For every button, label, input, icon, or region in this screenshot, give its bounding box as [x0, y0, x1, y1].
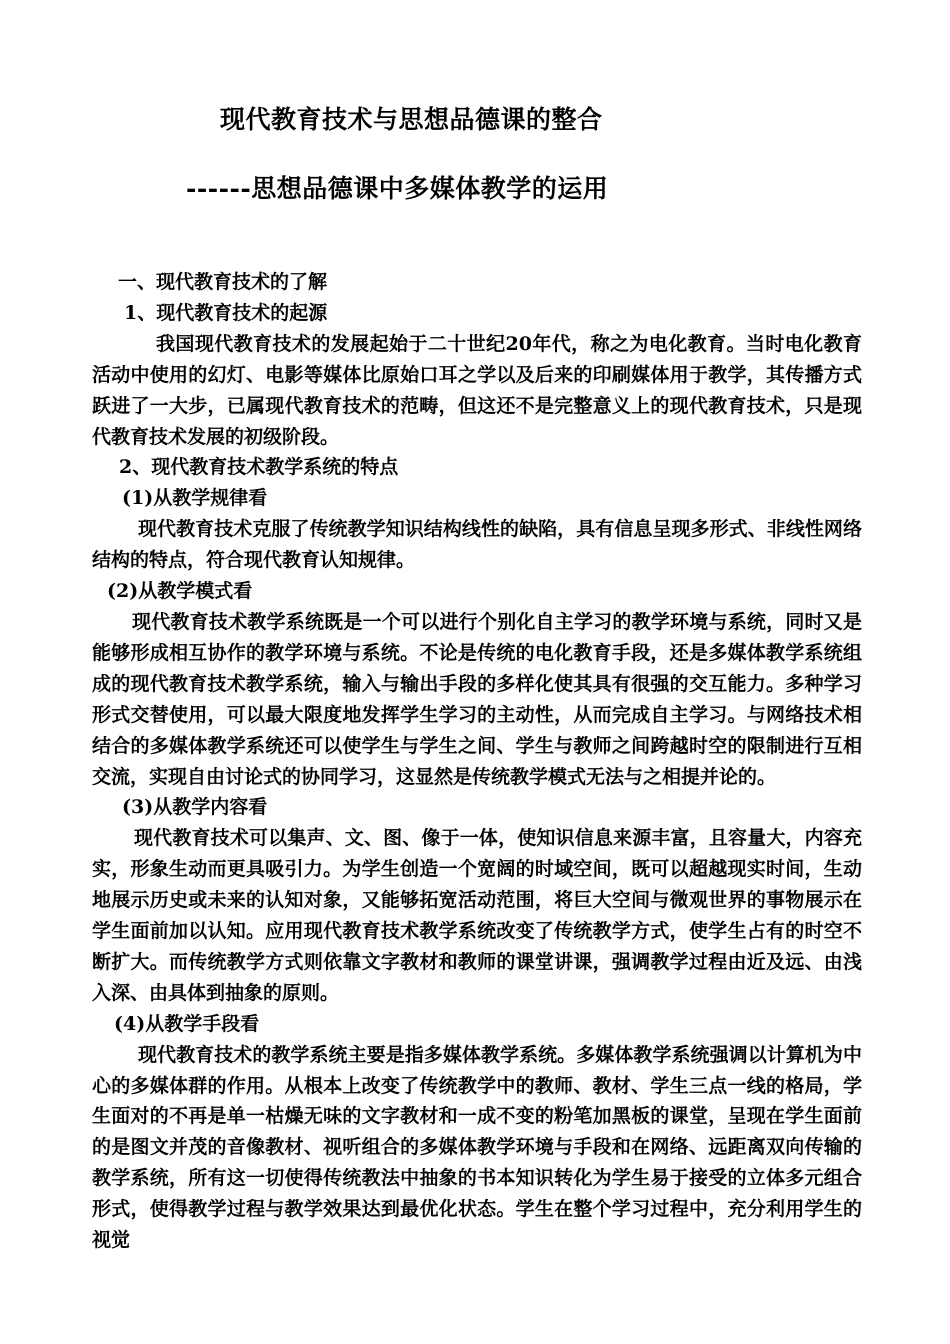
point-heading-teaching-means: (4)从教学手段看: [114, 1012, 260, 1035]
paragraph-teaching-law: 现代教育技术克服了传统教学知识结构线性的缺陷，具有信息呈现多形式、非线性网络结构的特点，符合现代教育认知规律。: [92, 518, 862, 572]
subsection-heading-features: 2、现代教育技术教学系统的特点: [119, 456, 399, 479]
document-subtitle: ------思想品德课中多媒体教学的运用: [186, 174, 609, 203]
point-heading-teaching-content: (3)从教学内容看: [122, 796, 268, 819]
point-heading-teaching-law: (1)从教学规律看: [122, 487, 268, 510]
section-heading: 一、现代教育技术的了解: [118, 271, 328, 293]
subsection-heading-origin: 1、现代教育技术的起源: [124, 301, 328, 324]
paragraph-teaching-mode: 现代教育技术教学系统既是一个可以进行个别化自主学习的教学环境与系统，同时又是能够形成相互协作的教学环境与系统。不论是传统的电化教育手段，还是多媒体教学系统组成的现代教育技术教学系统，输入与输出手段的多样化使其具有很强的交互能力。多种学习形式交替使用，可以最大限度地发挥学生学习的主动性，从而完成自主学习。与网络技术相结合的多媒体教学系统还可以使学生与学生之间、学生与教师之间跨越时空的限制进行互相交流，实现自由讨论式的协同学习，这显然是传统教学模式无法与之相提并论的。: [92, 610, 862, 788]
paragraph-origin: 我国现代教育技术的发展起始于二十世纪20年代，称之为电化教育。当时电化教育活动中使用的幻灯、电影等媒体比原始口耳之学以及后来的印刷媒体用于教学，其传播方式跃进了一大步，已属现代教育技术的范畴，但这还不是完整意义上的现代教育技术，只是现代教育技术发展的初级阶段。: [92, 332, 862, 448]
document-title: 现代教育技术与思想品德课的整合: [220, 105, 603, 134]
document-body: [92, 267, 862, 1256]
paragraph-teaching-means: 现代教育技术的教学系统主要是指多媒体教学系统。多媒体教学系统强调以计算机为中心的多媒体群的作用。从根本上改变了传统教学中的教师、教材、学生三点一线的格局，学生面对的不再是单一枯燥无味的文字教材和一成不变的粉笔加黑板的课堂，呈现在学生面前的是图文并茂的音像教材、视听组合的多媒体教学环境与手段和在网络、远距离双向传输的教学系统，所有这一切使得传统教法中抽象的书本知识转化为学生易于接受的立体多元组合形式，使得教学过程与教学效果达到最优化状态。学生在整个学习过程中，充分利用学生的视觉: [92, 1043, 862, 1252]
point-heading-teaching-mode: (2)从教学模式看: [107, 580, 253, 603]
paragraph-teaching-content: 现代教育技术可以集声、文、图、像于一体，使知识信息来源丰富，且容量大，内容充实，形象生动而更具吸引力。为学生创造一个宽阔的时域空间，既可以超越现实时间，生动地展示历史或未来的认知对象，又能够拓宽活动范围，将巨大空间与微观世界的事物展示在学生面前加以认知。应用现代教育技术教学系统改变了传统教学方式，使学生占有的时空不断扩大。而传统教学方式则依靠文字教材和教师的课堂讲课，强调教学过程由近及远、由浅入深、由具体到抽象的原则。: [92, 827, 862, 1004]
